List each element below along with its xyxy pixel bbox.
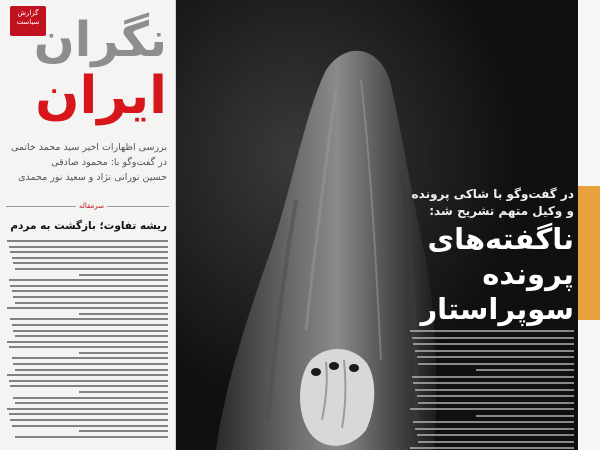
text-line bbox=[412, 337, 574, 339]
text-line bbox=[79, 352, 168, 354]
text-line bbox=[417, 356, 574, 358]
text-line bbox=[9, 279, 168, 281]
text-line bbox=[79, 391, 168, 393]
text-line bbox=[15, 369, 168, 371]
headline-line: ناگفته‌های bbox=[427, 222, 574, 256]
text-line bbox=[476, 369, 574, 371]
text-line bbox=[413, 382, 574, 384]
text-line bbox=[418, 363, 574, 365]
text-line bbox=[415, 428, 574, 430]
text-line bbox=[9, 346, 168, 348]
teaser-block bbox=[9, 140, 167, 185]
article-body-text bbox=[410, 330, 574, 450]
text-line bbox=[9, 246, 168, 248]
text-line bbox=[15, 402, 168, 404]
kicker-line: و وکیل متهم تشریح شد: bbox=[429, 204, 574, 218]
text-line bbox=[7, 341, 168, 343]
text-line bbox=[10, 385, 168, 387]
text-line bbox=[476, 415, 574, 417]
text-line bbox=[415, 350, 574, 352]
text-line bbox=[7, 408, 168, 410]
text-line bbox=[15, 335, 168, 337]
text-line bbox=[9, 413, 168, 415]
text-line bbox=[412, 376, 574, 378]
main-headline bbox=[398, 222, 574, 327]
text-line bbox=[9, 380, 168, 382]
text-line bbox=[12, 425, 168, 427]
left-column bbox=[0, 0, 176, 450]
text-line bbox=[417, 434, 574, 436]
page-edge-strip bbox=[578, 320, 600, 450]
text-line bbox=[79, 430, 168, 432]
text-line bbox=[7, 240, 168, 242]
section-tab bbox=[578, 186, 600, 320]
headline-kicker bbox=[398, 186, 574, 220]
kicker-line: در گفت‌وگو با شاکی پرونده bbox=[411, 187, 574, 201]
text-line bbox=[12, 257, 168, 259]
text-line bbox=[10, 419, 168, 421]
report-badge: گزارش سیاست bbox=[10, 6, 46, 36]
text-line bbox=[415, 389, 574, 391]
headline-line: پرونده bbox=[482, 257, 574, 291]
editorial-body-text bbox=[7, 240, 168, 441]
headline-line: سوپراستار bbox=[420, 292, 574, 326]
text-line bbox=[10, 285, 168, 287]
masthead-line1: نگران bbox=[33, 12, 167, 68]
text-line bbox=[10, 318, 168, 320]
text-line bbox=[410, 408, 574, 410]
text-line bbox=[418, 441, 574, 443]
text-line bbox=[15, 302, 168, 304]
text-line bbox=[410, 330, 574, 332]
teaser-line: بررسی اظهارات اخیر سید محمد خاتمی bbox=[10, 142, 167, 153]
text-line bbox=[418, 402, 574, 404]
text-line bbox=[413, 343, 574, 345]
text-line bbox=[413, 421, 574, 423]
text-line bbox=[7, 307, 168, 309]
text-line bbox=[13, 397, 168, 399]
page-edge-strip bbox=[578, 0, 600, 186]
editorial-title: ریشه تفاوت؛ بازگشت به مردم bbox=[10, 220, 167, 232]
text-line bbox=[13, 363, 168, 365]
text-line bbox=[79, 274, 168, 276]
text-line bbox=[15, 268, 168, 270]
text-line bbox=[13, 296, 168, 298]
text-line bbox=[410, 447, 574, 449]
text-line bbox=[12, 324, 168, 326]
masthead-line2: ایران bbox=[35, 66, 167, 126]
text-line bbox=[12, 290, 168, 292]
text-line bbox=[13, 262, 168, 264]
text-line bbox=[79, 313, 168, 315]
teaser-line: حسین نورانی نژاد و سعید نور محمدی bbox=[18, 172, 167, 183]
text-line bbox=[13, 330, 168, 332]
text-line bbox=[7, 374, 168, 376]
section-label: سرمقاله bbox=[76, 202, 107, 210]
text-line bbox=[15, 436, 168, 438]
text-line bbox=[10, 251, 168, 253]
text-line bbox=[12, 357, 168, 359]
text-line bbox=[417, 395, 574, 397]
teaser-line: در گفت‌وگو با: محمود صادقی bbox=[51, 157, 167, 168]
